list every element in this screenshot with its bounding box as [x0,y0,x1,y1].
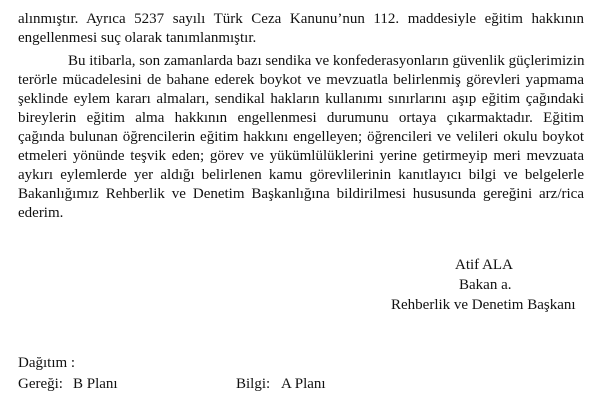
paragraph-2-line-9: ederim. [18,205,64,221]
paragraph-2-line-5: çağında bulunan öğrencilerin eğitim hakkını engelleyen; öğrencileri ve velileri okulu boykot [18,129,584,145]
distribution-heading: Dağıtım : [18,355,76,371]
paragraph-2-line-4: bireylerin eğitim alma hakkının engellenmesi durumunu ortaya çıkarmaktadır. Eğitim [18,110,584,126]
paragraph-2-line-8: Bakanlığımız Rehberlik ve Denetim Başkanlığına bildirilmesi hususunda gereğini arz/rica [18,186,584,202]
paragraph-2-line-7: aykırı eylemlerde yer aldığı belirlenen kamu görevlilerinin kanıtlayıcı bilgi ve belgelerle [18,167,584,183]
paragraph-1-line-1: alınmıştır. Ayrıca 5237 sayılı Türk Ceza Kanunu’nun 112. maddesiyle eğitim hakkının [18,11,584,27]
paragraph-2-line-3: şeklinde eylem kararı almaları, sendikal hakların kullanımı sınırlarını aşıp eğitim çağındaki [18,91,584,107]
signature-title: Bakan a. [459,277,512,293]
signature-department: Rehberlik ve Denetim Başkanı [391,297,576,313]
paragraph-2-line-6: etmeleri yönünde teşvik eden; görev ve yükümlülüklerini yerine getirmeyip meri mevzuata [18,148,584,164]
distribution-info-label: Bilgi: [236,376,271,392]
paragraph-1-line-2: engellenmesi suç olarak tanımlanmıştır. [18,30,257,46]
paragraph-2-line-2: terörle mücadelesini de bahane ederek boykot ve mevzuatla belirlenmiş görevleri yapmama [18,72,584,88]
paragraph-2-line-1: Bu itibarla, son zamanlarda bazı sendika ve konfederasyonların güvenlik güçlerimizin [68,53,585,69]
distribution-action-label: Gereği: [18,376,63,392]
signature-name: Atif ALA [455,257,513,273]
distribution-action-value: B Planı [73,376,118,392]
distribution-info-value: A Planı [281,376,326,392]
